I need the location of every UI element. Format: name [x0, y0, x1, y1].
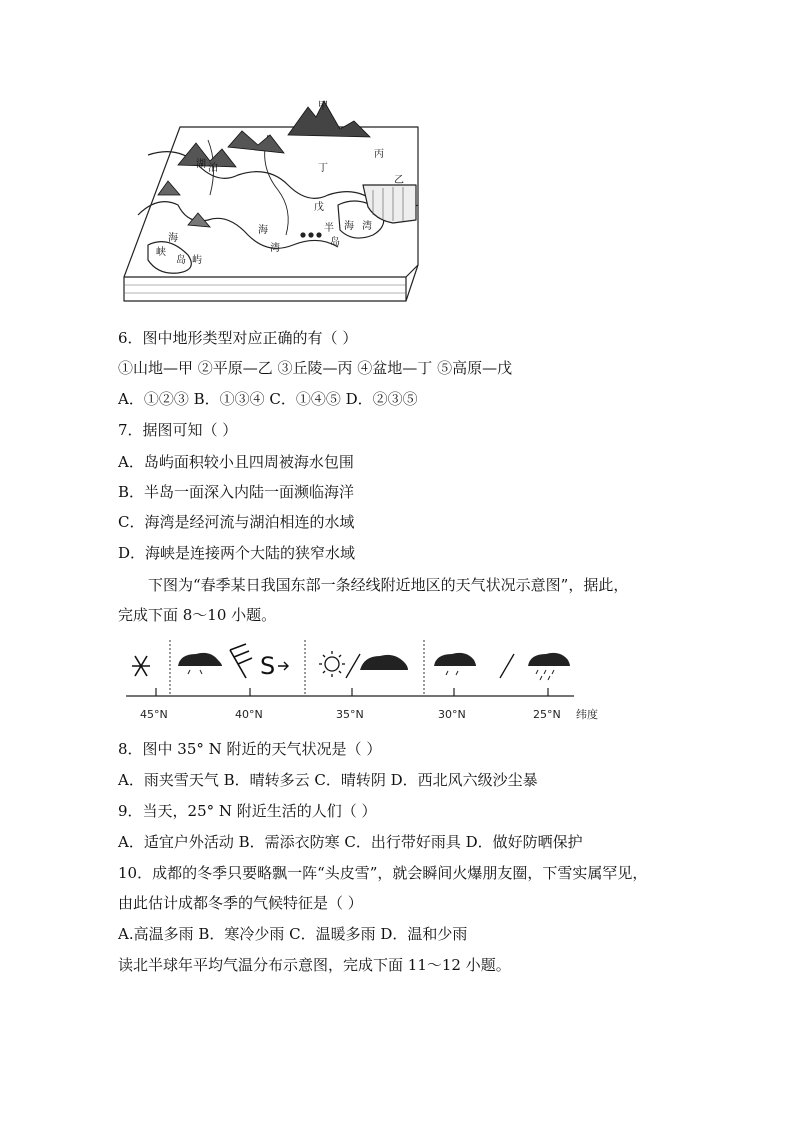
overcast-icon [360, 655, 408, 670]
tick-25n: 25°N [533, 708, 561, 721]
label-island-2: 屿 [192, 255, 202, 266]
label-ding: 丁 [318, 163, 328, 174]
label-bing: 丙 [374, 149, 384, 160]
q7-option-b: B．半岛一面深入内陆一面濒临海洋 [118, 483, 355, 501]
light-rain-icon [434, 653, 476, 675]
label-bay1-2: 湾 [270, 243, 280, 254]
snow-icon [132, 656, 150, 676]
q7-option-d: D．海峡是连接两个大陆的狭窄水域 [118, 544, 356, 562]
label-lake-1: 湖 [196, 159, 206, 170]
q6-stem: 6．图中地形类型对应正确的有（ ） [118, 329, 358, 347]
label-peninsula-1: 半 [324, 223, 334, 234]
label-yi: 乙 [394, 175, 404, 186]
intro-line-1: 下图为“春季某日我国东部一条经线附近地区的天气状况示意图”，据此， [148, 576, 629, 594]
label-lake-2: 泊 [208, 163, 218, 174]
label-wu: 戊 [314, 202, 324, 213]
transition-slash [346, 654, 360, 678]
label-strait-2: 峡 [156, 247, 166, 258]
outro-line: 读北半球年平均气温分布示意图，完成下面 11～12 小题。 [118, 956, 511, 974]
tick-45n: 45°N [140, 708, 168, 721]
terrain-block-diagram [118, 95, 436, 307]
q7-option-c: C．海湾是经河流与湖泊相连的水域 [118, 513, 355, 531]
sandstorm-icon [260, 652, 288, 680]
label-island-1: 岛 [176, 255, 186, 266]
label-peninsula-2: 岛 [330, 237, 340, 248]
sun-icon [319, 651, 345, 677]
q9-options: A．适宜户外活动 B．需添衣防寒 C．出行带好雨具 D．做好防晒保护 [118, 833, 583, 851]
q6-items: ①山地—甲 ②平原—乙 ③丘陵—丙 ④盆地—丁 ⑤高原—戊 [118, 359, 513, 377]
svg-text:S: S [260, 652, 276, 680]
q10-line-1: 10．成都的冬季只要略飘一阵“头皮雪”，就会瞬间火爆朋友圈，下雪实属罕见， [118, 864, 648, 882]
label-bay2-1: 海 [344, 221, 354, 232]
label-strait-1: 海 [168, 233, 178, 244]
label-bay2-2: 湾 [362, 221, 372, 232]
wind-flag-icon [230, 644, 252, 678]
q8-options: A．雨夹雪天气 B．晴转多云 C．晴转阴 D．西北风六级沙尘暴 [118, 771, 538, 789]
tick-40n: 40°N [235, 708, 263, 721]
q9-stem: 9．当天，25° N 附近生活的人们（ ） [118, 802, 377, 820]
axis-label-latitude: 纬度 [576, 708, 598, 721]
moderate-rain-icon [528, 653, 570, 680]
q10-line-2: 由此估计成都冬季的气候特征是（ ） [118, 894, 363, 912]
q7-option-a: A．岛屿面积较小且四周被海水包围 [118, 453, 354, 471]
q7-stem: 7．据图可知（ ） [118, 421, 238, 439]
transition-slash-2 [500, 654, 514, 678]
label-bay1-1: 海 [258, 225, 268, 236]
q8-stem: 8．图中 35° N 附近的天气状况是（ ） [118, 740, 382, 758]
weather-diagram [118, 640, 618, 730]
intro-line-2: 完成下面 8～10 小题。 [118, 606, 277, 624]
q6-options: A．①②③ B．①③④ C．①④⑤ D．②③⑤ [118, 390, 418, 408]
q10-options: A.高温多雨 B．寒冷少雨 C．温暖多雨 D．温和少雨 [118, 925, 468, 943]
label-jia: 甲 [318, 101, 328, 112]
tick-35n: 35°N [336, 708, 364, 721]
tick-30n: 30°N [438, 708, 466, 721]
cloud-sleet-icon [178, 653, 222, 674]
